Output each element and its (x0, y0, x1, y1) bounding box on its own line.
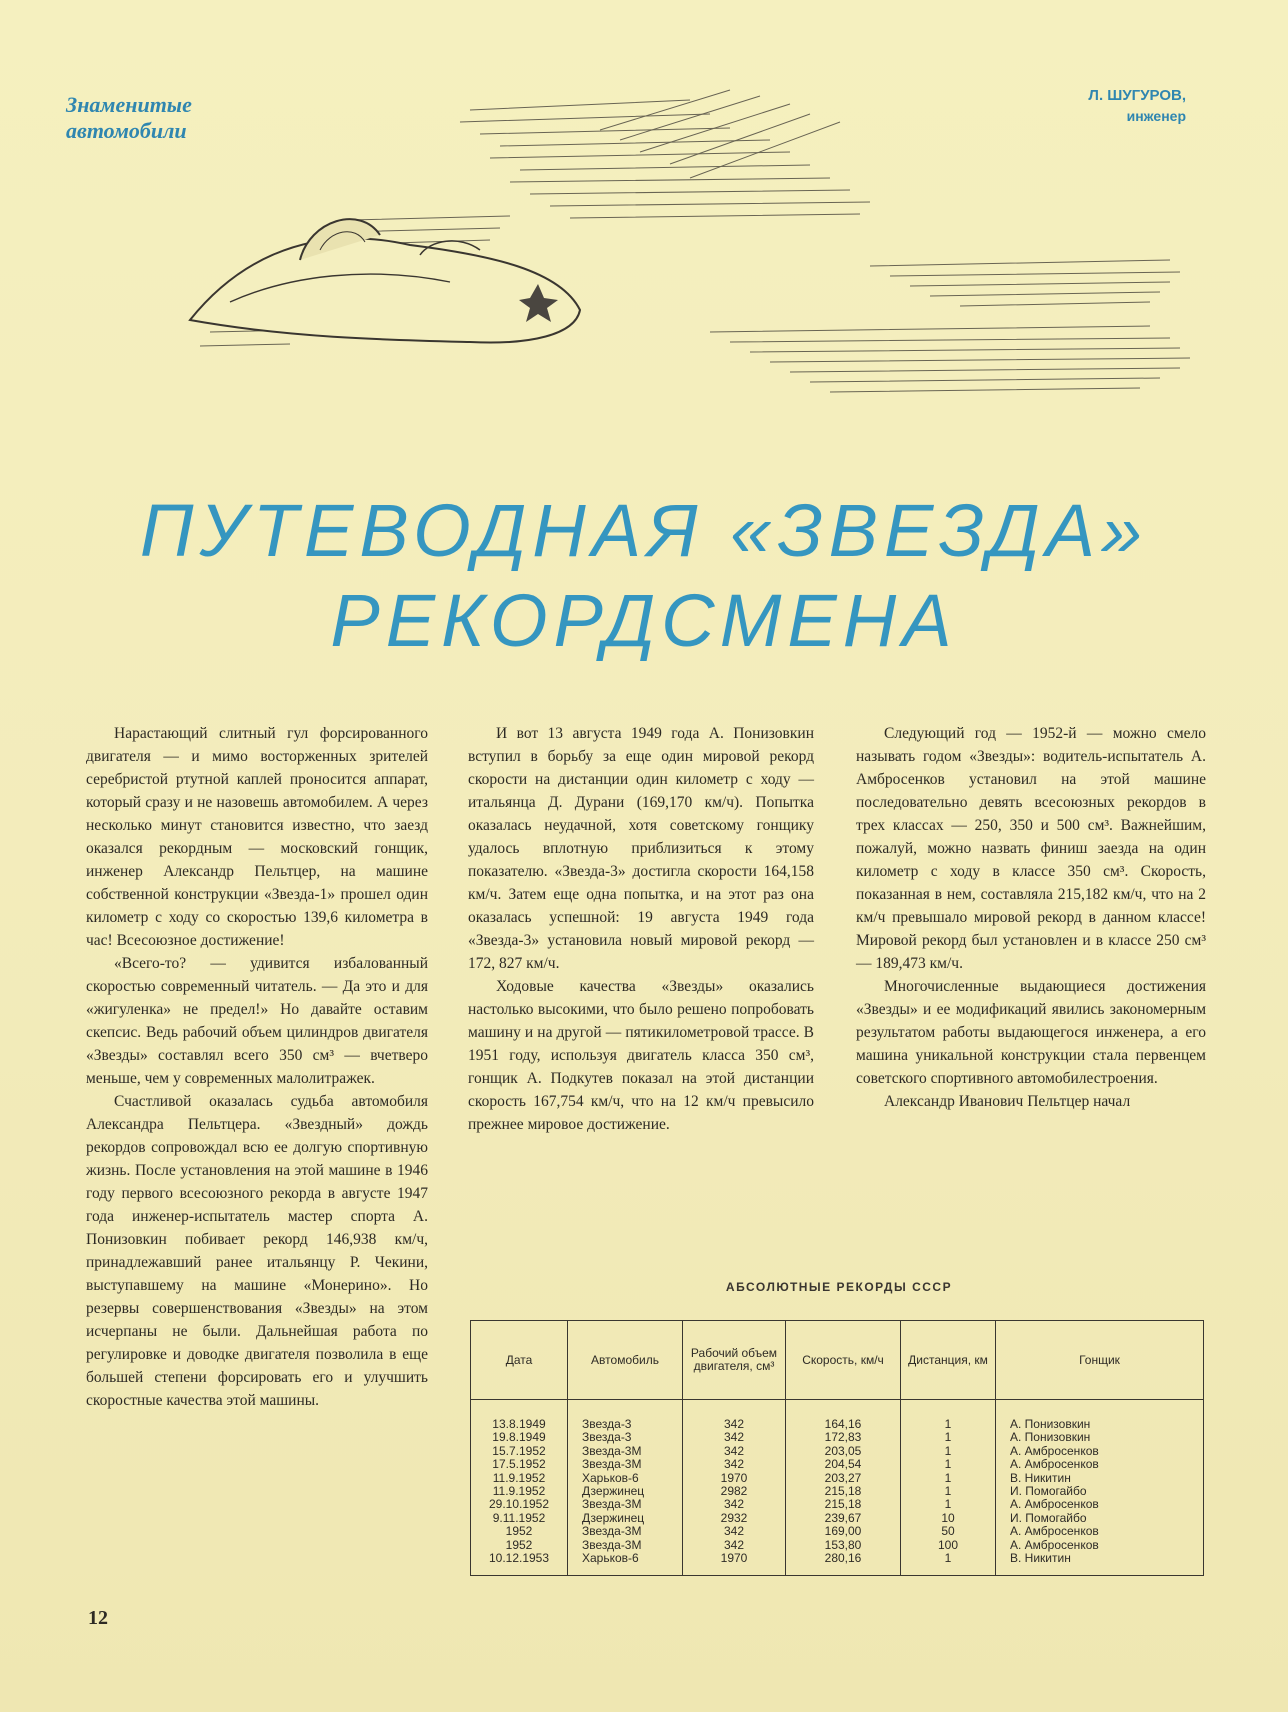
paragraph: Следующий год — 1952-й — можно смело называть годом «Звезды»: водитель-испытатель А. Амбросенков установил на этой машине последовательно девять всесоюзных рекордов в трех классах — 250, 350 и 500 см³. Важнейшим, пожалуй, можно назвать финиш заезда на один километр с ходу в классе 350 см³. Скорость, показанная в нем, составляла 215,182 км/ч, что на 2 км/ч превышало мировой рекорд в данном классе! Мировой рекорд был установлен и в классе 250 см³ — 189,473 км/ч. (856, 725, 1206, 972)
paragraph: Многочисленные выдающиеся достижения «Звезды» и ее модификаций явились закономерным результатом работы выдающегося инженера, а его машина уникальной конструкции стала первенцем советского спортивного автомобилестроения. (856, 978, 1206, 1087)
article-column-1 (86, 722, 428, 1412)
cell-speed: 164,16 (786, 1418, 901, 1431)
cell-driver: А. Амбросенков (996, 1525, 1204, 1538)
paragraph: Счастливой оказалась судьба автомобиля Александра Пельтцера. «Звездный» дождь рекордов сопровождал всю ее долгую спортивную жизнь. После установления на этой машине в 1946 году первого всесоюзного рекорда в августе 1947 года инженер-испытатель мастер спорта А. Понизовкин побивает рекорд 146,938 км/ч, принадлежавший ранее итальянцу Р. Чекини, выступавшему на машине «Монерино». Но резервы совершенствования «Звезды» на этом исчерпаны не были. Дальнейшая работа по регулировке и доводке двигателя позволила в еще большей степени форсировать его и улучшить скоростные качества этой машины. (86, 1093, 428, 1409)
cell-driver: А. Понизовкин (996, 1431, 1204, 1444)
cell-car: Харьков-6 (568, 1552, 683, 1576)
header-date: Дата (471, 1321, 568, 1400)
cell-date: 10.12.1953 (471, 1552, 568, 1576)
table-row (471, 1539, 1204, 1552)
table-row (471, 1418, 1204, 1431)
cell-car: Дзержинец (568, 1485, 683, 1498)
cell-date: 9.11.1952 (471, 1512, 568, 1525)
table-spacer-row (471, 1400, 1204, 1419)
cell-distance: 1 (901, 1485, 996, 1498)
cell-speed: 169,00 (786, 1525, 901, 1538)
cell-volume: 342 (683, 1445, 786, 1458)
cell-distance: 10 (901, 1512, 996, 1525)
cell-car: Звезда-3М (568, 1539, 683, 1552)
cell-date: 17.5.1952 (471, 1458, 568, 1471)
article-column-3 (856, 722, 1206, 1113)
table-row (471, 1525, 1204, 1538)
paragraph: Ходовые качества «Звезды» оказались настолько высокими, что было решено попробовать машину и на другой — пятикилометровой трассе. В 1951 году, используя двигатель класса 350 см³, гонщик А. Подкутев показал на этой дистанции скорость 167,754 км/ч, что на 12 км/ч превысило прежнее мировое достижение. (468, 978, 814, 1133)
title-line-2: РЕКОРДСМЕНА (330, 579, 958, 662)
cell-date: 11.9.1952 (471, 1485, 568, 1498)
cell-driver: А. Амбросенков (996, 1458, 1204, 1471)
records-table (470, 1320, 1204, 1576)
header-volume: Рабочий объем двигателя, см³ (683, 1321, 786, 1400)
paragraph: Александр Иванович Пельтцер начал (884, 1093, 1131, 1110)
cell-driver: А. Амбросенков (996, 1539, 1204, 1552)
paragraph: Нарастающий слитный гул форсированного двигателя — и мимо восторженных зрителей серебристой ртутной каплей проносится аппарат, который сразу и не назовешь автомобилем. А через несколько минут становится известно, что заезд оказался рекордным — московский гонщик, инженер Александр Пельтцер, на машине собственной конструкции «Звезда-1» прошел один километр с ходу со скоростью 139,6 километра в час! Всесоюзное достижение! (86, 725, 428, 949)
cell-date: 1952 (471, 1539, 568, 1552)
table-row (471, 1512, 1204, 1525)
cell-speed: 172,83 (786, 1431, 901, 1444)
cell-distance: 1 (901, 1498, 996, 1511)
table-row (471, 1552, 1204, 1576)
header-driver: Гонщик (996, 1321, 1204, 1400)
cell-car: Звезда-3М (568, 1498, 683, 1511)
cell-distance: 1 (901, 1472, 996, 1485)
table-row (471, 1458, 1204, 1471)
cell-car: Звезда-3 (568, 1418, 683, 1431)
cell-volume: 1970 (683, 1472, 786, 1485)
cell-speed: 215,18 (786, 1485, 901, 1498)
header-car: Автомобиль (568, 1321, 683, 1400)
table-row (471, 1431, 1204, 1444)
cell-speed: 203,27 (786, 1472, 901, 1485)
cell-driver: А. Амбросенков (996, 1498, 1204, 1511)
cell-distance: 1 (901, 1418, 996, 1431)
cell-volume: 1970 (683, 1552, 786, 1576)
cell-distance: 1 (901, 1552, 996, 1576)
cell-volume: 2932 (683, 1512, 786, 1525)
cell-driver: В. Никитин (996, 1472, 1204, 1485)
records-table-body (471, 1400, 1204, 1576)
cell-date: 19.8.1949 (471, 1431, 568, 1444)
cell-driver: А. Амбросенков (996, 1445, 1204, 1458)
cell-car: Харьков-6 (568, 1472, 683, 1485)
cell-speed: 215,18 (786, 1498, 901, 1511)
cell-speed: 280,16 (786, 1552, 901, 1576)
cell-volume: 342 (683, 1498, 786, 1511)
records-table-title: АБСОЛЮТНЫЕ РЕКОРДЫ СССР (725, 1280, 953, 1294)
cell-driver: И. Помогайбо (996, 1512, 1204, 1525)
cell-date: 29.10.1952 (471, 1498, 568, 1511)
rubric-line-2: автомобили (66, 118, 187, 143)
record-car-illustration (170, 70, 1200, 430)
paragraph: «Всего-то? — удивится избалованный скоростью современный читатель. — Да это и для «жигуленка» не предел!» Но давайте оставим скепсис. Ведь рабочий объем цилиндров двигателя «Звезды» составлял всего 350 см³ — вчетверо меньше, чем у современных малолитражек. (86, 955, 428, 1087)
table-row (471, 1498, 1204, 1511)
cell-date: 13.8.1949 (471, 1418, 568, 1431)
cell-volume: 342 (683, 1539, 786, 1552)
cell-speed: 204,54 (786, 1458, 901, 1471)
cell-volume: 342 (683, 1525, 786, 1538)
cell-driver: В. Никитин (996, 1552, 1204, 1576)
table-row (471, 1485, 1204, 1498)
cell-car: Звезда-3М (568, 1445, 683, 1458)
cell-car: Звезда-3М (568, 1525, 683, 1538)
table-row (471, 1445, 1204, 1458)
cell-speed: 153,80 (786, 1539, 901, 1552)
table-row (471, 1472, 1204, 1485)
cell-driver: И. Помогайбо (996, 1485, 1204, 1498)
cell-distance: 1 (901, 1431, 996, 1444)
article-column-2 (468, 722, 814, 1136)
cell-date: 15.7.1952 (471, 1445, 568, 1458)
cell-car: Звезда-3 (568, 1431, 683, 1444)
rubric-line-1: Знаменитые (66, 92, 192, 117)
cell-speed: 203,05 (786, 1445, 901, 1458)
car-body (190, 219, 580, 342)
cell-volume: 342 (683, 1418, 786, 1431)
cell-speed: 239,67 (786, 1512, 901, 1525)
cell-driver: А. Понизовкин (996, 1418, 1204, 1431)
cell-car: Звезда-3М (568, 1458, 683, 1471)
cell-volume: 342 (683, 1431, 786, 1444)
cell-date: 11.9.1952 (471, 1472, 568, 1485)
cell-distance: 1 (901, 1445, 996, 1458)
author-name: Л. ШУГУРОВ, (1088, 87, 1186, 104)
cell-volume: 2982 (683, 1485, 786, 1498)
paragraph: И вот 13 августа 1949 года А. Понизовкин вступил в борьбу за еще один мировой рекорд скорости на дистанции один километр с ходу — итальянца Д. Дурани (169,170 км/ч). Попытка оказалась неудачной, хотя советскому гонщику удалось вплотную приблизиться к этому показателю. «Звезда-3» достигла скорости 164,158 км/ч. Затем еще одна попытка, и на этот раз она оказалась успешной: 19 августа 1949 года «Звезда-3» установила новый мировой рекорд — 172, 827 км/ч. (468, 725, 814, 972)
title-line-1: ПУТЕВОДНАЯ «ЗВЕЗДА» (139, 489, 1149, 572)
page-number: 12 (88, 1607, 108, 1629)
cell-distance: 100 (901, 1539, 996, 1552)
cell-car: Дзержинец (568, 1512, 683, 1525)
cell-distance: 50 (901, 1525, 996, 1538)
cell-volume: 342 (683, 1458, 786, 1471)
author-role: инженер (1126, 108, 1186, 124)
cell-distance: 1 (901, 1458, 996, 1471)
header-speed: Скорость, км/ч (786, 1321, 901, 1400)
cell-date: 1952 (471, 1525, 568, 1538)
table-header-row (471, 1321, 1204, 1400)
header-distance: Дистанция, км (901, 1321, 996, 1400)
